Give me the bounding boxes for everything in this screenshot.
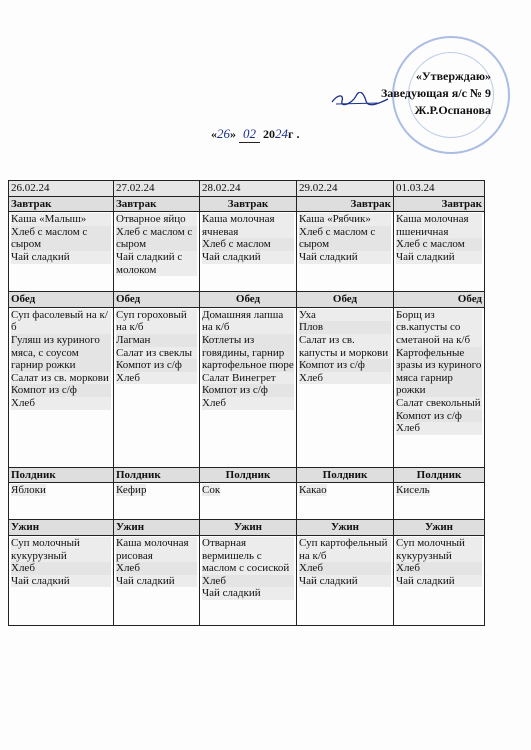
dish: Суп гороховый на к/б [116, 309, 197, 334]
dish: Чай сладкий [396, 251, 482, 264]
dinner-row [9, 535, 485, 625]
dish: Лагман [116, 334, 197, 347]
menu-cell [114, 307, 200, 467]
meal-header: Ужин [9, 520, 114, 536]
menu-cell [9, 535, 114, 625]
dish: Хлеб [202, 397, 294, 410]
dish: Хлеб с маслом с сыром [116, 226, 197, 251]
dish: Чай сладкий с молоком [116, 251, 197, 276]
meal-header: Завтрак [297, 196, 394, 212]
day-cell: 26.02.24 [9, 181, 114, 197]
dish: Хлеб с маслом с сыром [11, 226, 111, 251]
dish: Суп молочный кукурузный [11, 537, 111, 562]
dish: Чай сладкий [202, 587, 294, 600]
meal-header: Обед [114, 292, 200, 308]
menu-cell [9, 483, 114, 520]
approval-block [381, 68, 491, 119]
menu-cell [394, 307, 485, 467]
menu-cell [9, 212, 114, 292]
dish: Компот из с/ф [299, 359, 391, 372]
dish: Компот из с/ф [202, 384, 294, 397]
menu-cell [297, 212, 394, 292]
dish: Салат свекольный [396, 396, 481, 409]
handwritten-signature [330, 92, 390, 106]
dinner-header-row [9, 520, 485, 536]
dish: Чай сладкий [299, 575, 391, 588]
dish: Чай сладкий [116, 575, 197, 588]
menu-cell [114, 535, 200, 625]
meal-header: Обед [394, 292, 485, 308]
menu-cell [114, 483, 200, 520]
dish: Какао [299, 484, 327, 497]
menu-cell [200, 212, 297, 292]
day-cell: 29.02.24 [297, 181, 394, 197]
meal-header: Полдник [200, 467, 297, 483]
dish: Сок [202, 484, 221, 497]
approval-date [211, 126, 299, 143]
dish: Чай сладкий [202, 251, 294, 264]
dish: Картофельные зразы из куриного мяса гарнир рожки [396, 346, 482, 397]
menu-cell [200, 535, 297, 625]
meal-header: Завтрак [394, 196, 485, 212]
dish: Салат из св. капусты и моркови [299, 334, 391, 359]
dish: Кисель [396, 484, 430, 497]
dish: Хлеб [396, 422, 482, 435]
dish: Чай сладкий [299, 251, 391, 264]
meal-header: Полдник [9, 467, 114, 483]
meal-header: Ужин [114, 520, 200, 536]
dish: Чай сладкий [11, 575, 111, 588]
meal-header: Полдник [297, 467, 394, 483]
meal-header: Обед [9, 292, 114, 308]
meal-header: Полдник [394, 467, 485, 483]
dish: Уха [299, 309, 391, 322]
menu-cell [394, 483, 485, 520]
dish: Хлеб [202, 575, 294, 588]
dish: Салат из свеклы [116, 347, 197, 360]
dish: Хлеб [11, 562, 111, 575]
meal-header: Ужин [297, 520, 394, 536]
day-cell: 27.02.24 [114, 181, 200, 197]
dish: Хлеб с маслом с сыром [299, 226, 391, 251]
dish: Каша молочная рисовая [116, 537, 197, 562]
dish: Компот из с/ф [11, 384, 111, 397]
dish: Хлеб [11, 397, 111, 410]
snack-header-row [9, 467, 485, 483]
dish: Каша молочная пшеничная [396, 213, 482, 238]
dish: Каша «Малыш» [11, 213, 111, 226]
date-close-quote: » [230, 127, 236, 141]
dish: Хлеб с маслом [396, 238, 482, 251]
day-cell: 28.02.24 [200, 181, 297, 197]
days-row [9, 181, 485, 197]
meal-header: Завтрак [114, 196, 200, 212]
dish: Отварное яйцо [116, 213, 197, 226]
dish: Хлеб с маслом [202, 238, 294, 251]
dish: Отварная вермишель с маслом с сосиской [202, 537, 294, 575]
dish: Компот из с/ф [396, 410, 482, 423]
lunch-row [9, 307, 485, 467]
dish: Компот из с/ф [116, 359, 197, 372]
dish: Домашняя лапша на к/б [202, 309, 294, 334]
dish: Яблоки [11, 484, 46, 497]
date-year-end: г . [288, 127, 300, 141]
weekly-menu-table [8, 180, 485, 626]
dish: Хлеб [116, 372, 197, 385]
menu-cell [297, 535, 394, 625]
dish: Салат Винегрет [202, 372, 294, 385]
menu-cell [297, 483, 394, 520]
menu-cell [394, 212, 485, 292]
date-month: 02 [239, 126, 260, 143]
menu-cell [200, 483, 297, 520]
snack-row [9, 483, 485, 520]
approval-position: Заведующая я/с № 9 [380, 86, 491, 100]
dish: Салат из св. моркови [11, 372, 111, 385]
dish: Каша молочная ячневая [202, 213, 294, 238]
meal-header: Обед [200, 292, 297, 308]
dish: Суп фасолевый на к/б [11, 309, 111, 334]
meal-header: Ужин [200, 520, 297, 536]
menu-cell [394, 535, 485, 625]
dish: Котлеты из говядины, гарнир картофельное пюре [202, 333, 294, 372]
menu-cell [9, 307, 114, 467]
approval-name: Ж.Р.Оспанова [414, 103, 491, 117]
menu-cell [200, 307, 297, 467]
dish: Хлеб [299, 562, 391, 575]
dish: Хлеб [299, 372, 391, 385]
dish: Гуляш из куриного мяса, с соусом гарнир рожки [11, 334, 111, 372]
dish: Борщ из св.капусты со сметаной на к/б [396, 309, 482, 347]
dish: Суп картофельный на к/б [299, 537, 391, 562]
menu-cell [297, 307, 394, 467]
meal-header: Завтрак [9, 196, 114, 212]
dish: Чай сладкий [11, 251, 111, 264]
day-cell: 01.03.24 [394, 181, 485, 197]
meal-header: Завтрак [200, 196, 297, 212]
meal-header: Полдник [114, 467, 200, 483]
dish: Суп молочный кукурузный [396, 537, 482, 562]
meal-header: Ужин [394, 520, 485, 536]
breakfast-row [9, 212, 485, 292]
dish: Плов [299, 321, 391, 334]
date-day: 26 [217, 126, 230, 141]
approval-title: «Утверждаю» [415, 69, 491, 83]
lunch-header-row [9, 292, 485, 308]
menu-cell [114, 212, 200, 292]
dish: Каша «Рябчик» [299, 213, 391, 226]
dish: Чай сладкий [396, 575, 482, 588]
dish: Хлеб [116, 562, 197, 575]
meal-header: Обед [297, 292, 394, 308]
dish: Хлеб [396, 562, 482, 575]
date-year-suffix: 24 [275, 126, 288, 141]
date-open-quote: « [211, 127, 217, 141]
breakfast-header-row [9, 196, 485, 212]
date-year-prefix: 20 [263, 127, 275, 141]
dish: Кефир [116, 484, 147, 497]
